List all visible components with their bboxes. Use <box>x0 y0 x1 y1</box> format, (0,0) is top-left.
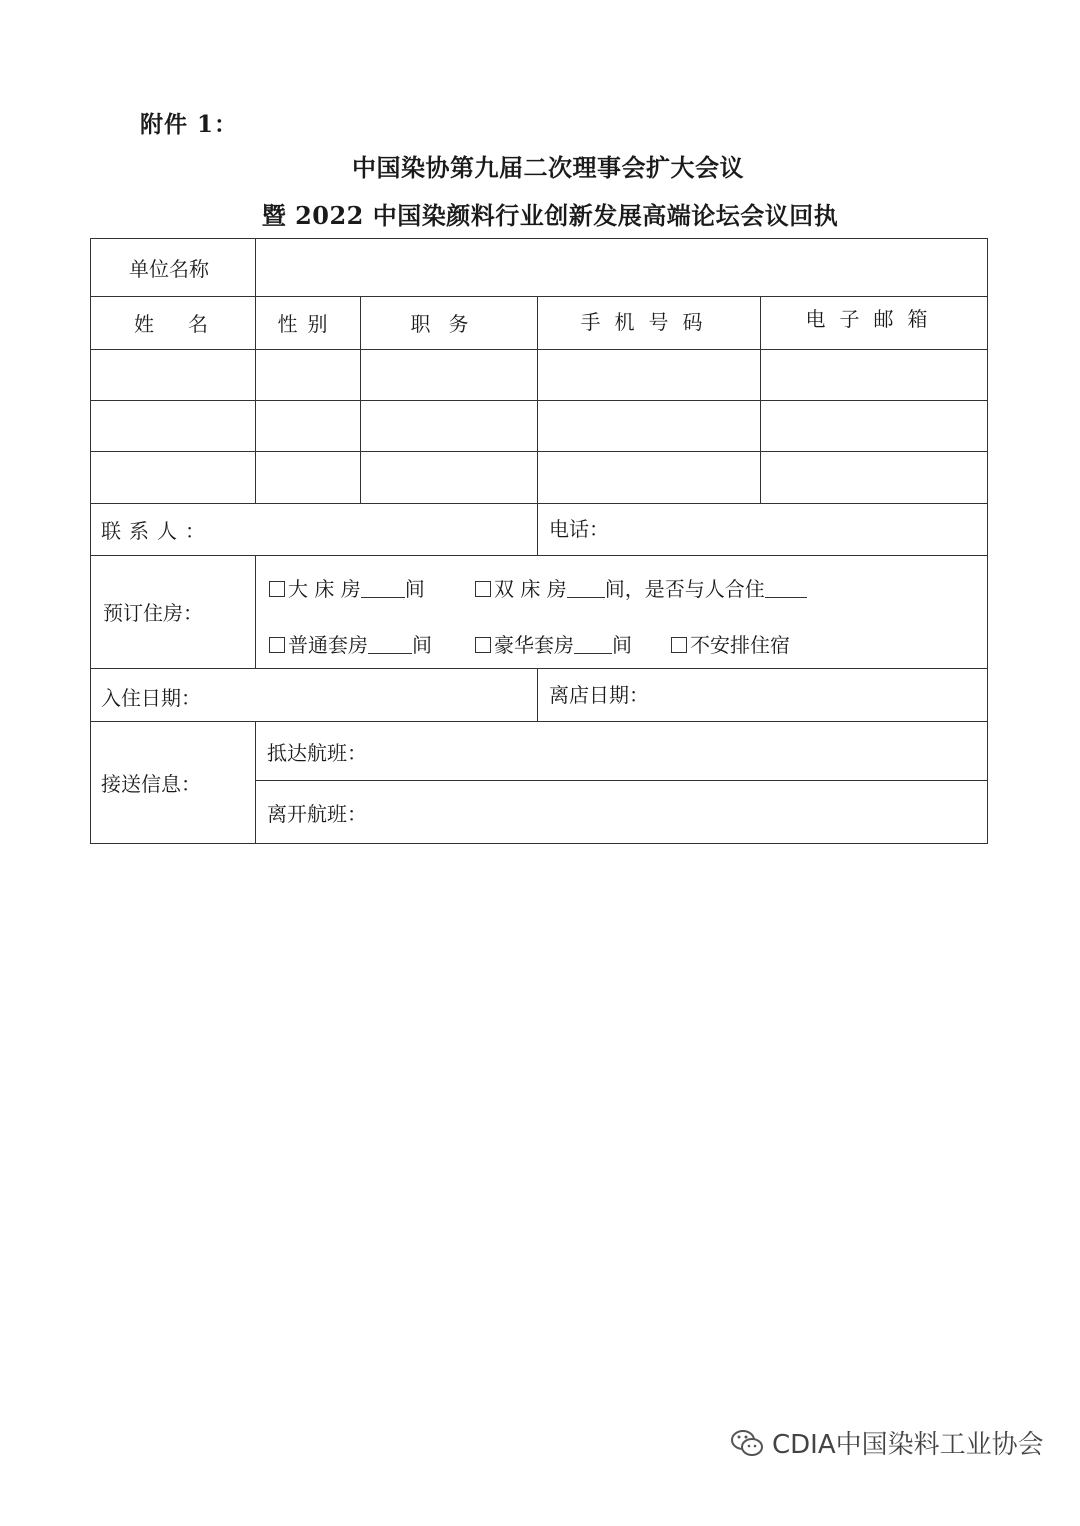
checkbox-king-room[interactable] <box>269 581 285 597</box>
checkbox-standard-suite[interactable] <box>269 637 285 653</box>
header-email: 电子邮箱 <box>805 307 942 331</box>
document-title-line-2: 暨 2022 中国染颜料行业创新发展高端论坛会议回执 <box>261 201 839 230</box>
row-divider <box>91 503 987 504</box>
arrival-flight-label: 抵达航班： <box>267 740 367 765</box>
option-deluxe-suite[interactable]: 豪华套房 间 <box>475 629 632 658</box>
watermark-text: CDIA中国染料工业协会 <box>772 1430 1044 1460</box>
document-title-line-1: 中国染协第九届二次理事会扩大会议 <box>352 153 744 182</box>
header-mobile: 手机号码 <box>580 310 717 334</box>
transfer-label: 接送信息： <box>101 771 201 796</box>
attendee-email-field[interactable] <box>762 351 985 399</box>
attendee-position-field[interactable] <box>362 351 535 399</box>
phone-label: 电话： <box>549 516 609 541</box>
header-gender: 性别 <box>277 312 338 336</box>
org-name-label: 单位名称 <box>129 257 209 281</box>
row-divider <box>91 721 987 722</box>
booking-label: 预订住房： <box>103 601 203 625</box>
col-divider <box>255 239 256 503</box>
attachment-label: 附件 1： <box>140 111 239 138</box>
option-king-room[interactable]: 大 床 房 间 <box>269 573 425 602</box>
checkbox-no-accommodation[interactable] <box>671 637 687 653</box>
attendee-name-field[interactable] <box>93 351 253 399</box>
watermark <box>730 1424 1044 1461</box>
attendee-gender-field[interactable] <box>257 453 358 501</box>
checkout-label: 离店日期： <box>549 682 649 707</box>
attendee-email-field[interactable] <box>762 402 985 450</box>
option-twin-room[interactable]: 双 床 房 间，是否与人合住 <box>475 573 807 602</box>
checkin-label: 入住日期： <box>101 685 201 710</box>
wechat-icon <box>730 1428 764 1458</box>
row-divider <box>91 668 987 669</box>
col-divider <box>537 668 538 721</box>
checkbox-deluxe-suite[interactable] <box>475 637 491 653</box>
header-position: 职务 <box>410 312 487 336</box>
attendee-email-field[interactable] <box>762 453 985 501</box>
checkbox-twin-room[interactable] <box>475 581 491 597</box>
registration-form-table <box>90 238 988 844</box>
attendee-position-field[interactable] <box>362 453 535 501</box>
row-divider <box>91 451 987 452</box>
option-standard-suite[interactable]: 普通套房 间 <box>269 629 432 658</box>
departure-flight-label: 离开航班： <box>267 801 367 826</box>
attendee-name-field[interactable] <box>93 402 253 450</box>
attendee-gender-field[interactable] <box>257 402 358 450</box>
org-name-field[interactable] <box>257 241 985 295</box>
attendee-name-field[interactable] <box>93 453 253 501</box>
col-divider <box>255 721 256 843</box>
row-divider <box>255 780 987 781</box>
header-name: 姓名 <box>134 312 242 336</box>
row-divider <box>91 349 987 350</box>
attendee-mobile-field[interactable] <box>539 351 758 399</box>
row-divider <box>91 400 987 401</box>
col-divider <box>255 555 256 668</box>
attendee-gender-field[interactable] <box>257 351 358 399</box>
attendee-position-field[interactable] <box>362 402 535 450</box>
option-no-accommodation[interactable]: 不安排住宿 <box>671 629 790 658</box>
attendee-mobile-field[interactable] <box>539 402 758 450</box>
row-divider <box>91 555 987 556</box>
contact-label: 联系人： <box>101 518 213 543</box>
attendee-mobile-field[interactable] <box>539 453 758 501</box>
